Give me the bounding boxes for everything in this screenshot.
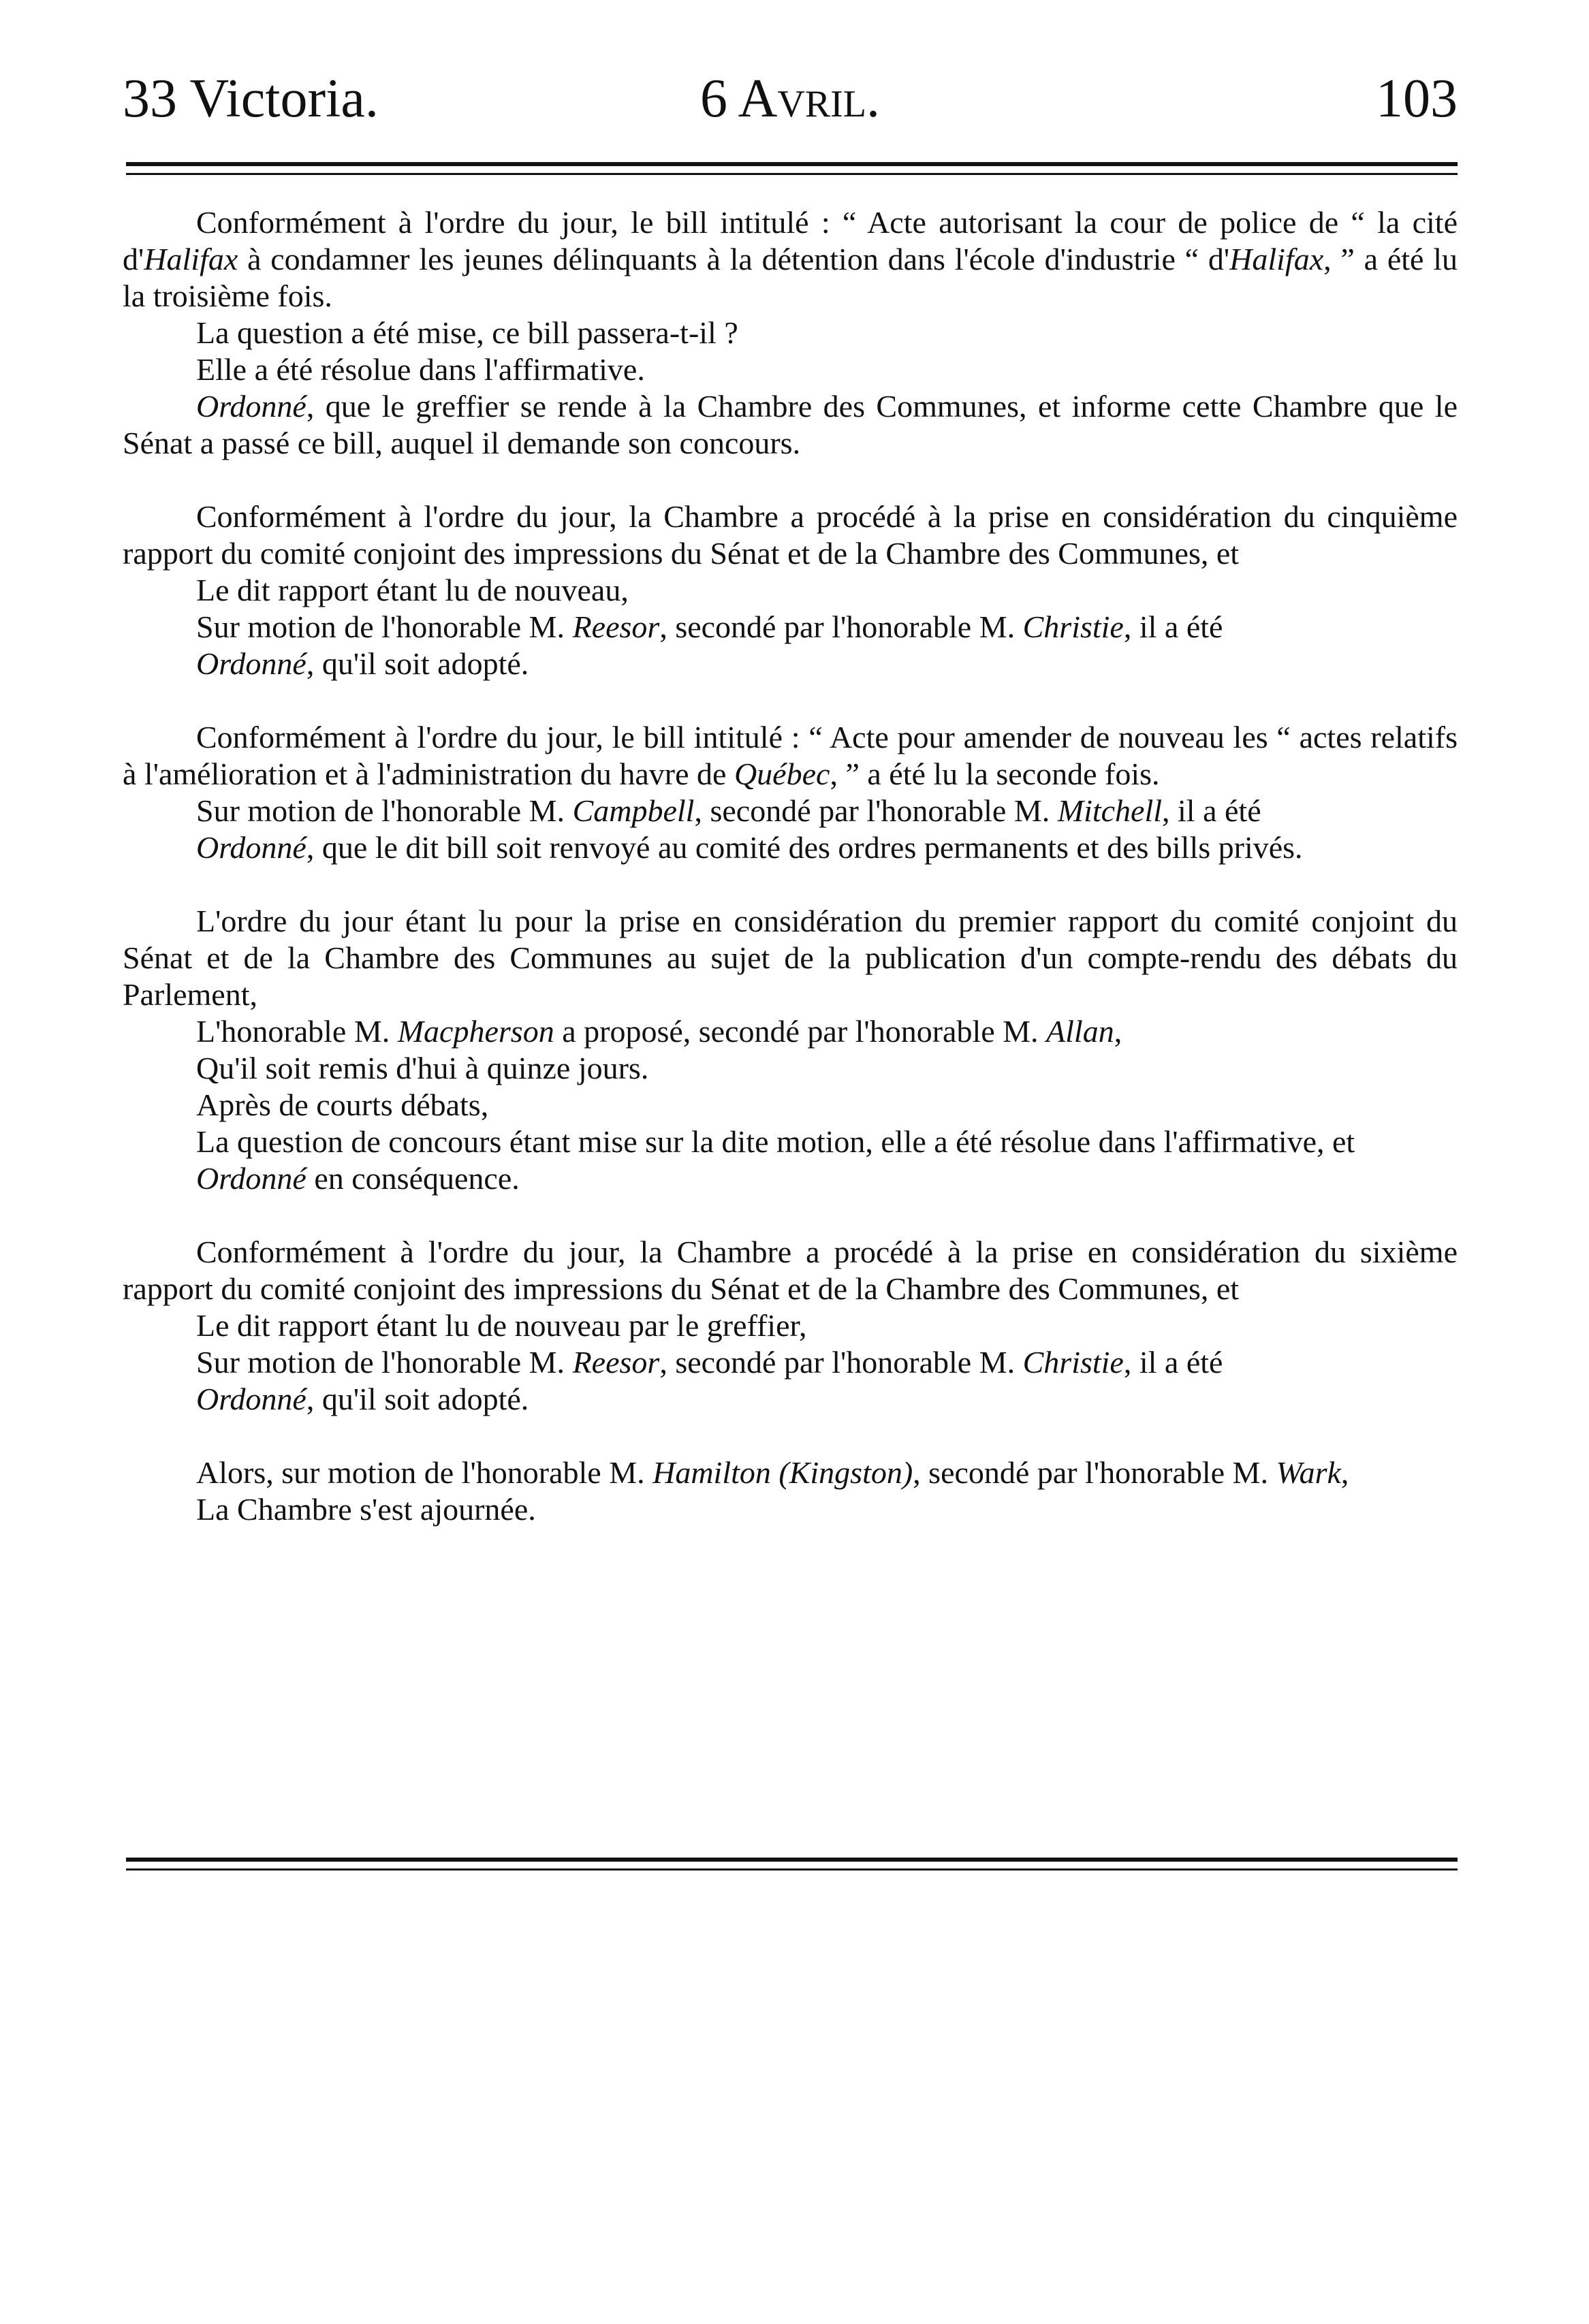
paragraph: Ordonné, que le dit bill soit renvoyé au comité des ordres permanents et des bills privés. xyxy=(196,830,1303,865)
header-rule-thin xyxy=(126,173,1458,175)
paragraph: Ordonné en conséquence. xyxy=(196,1161,520,1196)
paragraph: Conformément à l'ordre du jour, la Chambre a procédé à la prise en considération du sixième rapport du comité conjoint des impressions du Sénat et de la Chambre des Communes, et xyxy=(123,1235,1458,1306)
paragraph: L'ordre du jour étant lu pour la prise en considération du premier rapport du comité conjoint du Sénat et de la Chambre des Communes au sujet de la publication d'un compte-rendu des débats du Parlement, xyxy=(123,904,1458,1012)
paragraph: La Chambre s'est ajournée. xyxy=(196,1492,536,1527)
paragraph: Après de courts débats, xyxy=(196,1087,489,1122)
footer-rule-thick xyxy=(126,1858,1458,1862)
paragraph-gap xyxy=(123,866,1458,903)
paragraph-gap xyxy=(123,462,1458,498)
paragraph: Le dit rapport étant lu de nouveau par le greffier, xyxy=(196,1308,807,1343)
paragraph: Sur motion de l'honorable M. Reesor, secondé par l'honorable M. Christie, il a été xyxy=(196,609,1223,644)
running-header xyxy=(123,68,1458,143)
paragraph: Sur motion de l'honorable M. Reesor, secondé par l'honorable M. Christie, il a été xyxy=(196,1345,1223,1380)
paragraph: Elle a été résolue dans l'affirmative. xyxy=(196,352,645,387)
page-number: 103 xyxy=(1376,69,1458,129)
header-date: 6 Avril. xyxy=(699,69,880,129)
paragraph-gap xyxy=(123,682,1458,719)
footer-rule-thin xyxy=(126,1868,1458,1871)
paragraph: Ordonné, qu'il soit adopté. xyxy=(196,646,529,681)
header-rule-thick xyxy=(126,162,1458,166)
paragraph: Qu'il soit remis d'hui à quinze jours. xyxy=(196,1051,649,1085)
paragraph: Ordonné, qu'il soit adopté. xyxy=(196,1382,529,1416)
header-regnal-year: 33 Victoria. xyxy=(123,69,379,129)
paragraph: Sur motion de l'honorable M. Campbell, secondé par l'honorable M. Mitchell, il a été xyxy=(196,793,1261,828)
paragraph-gap xyxy=(123,1197,1458,1234)
paragraph: Conformément à l'ordre du jour, le bill intitulé : “ Acte pour amender de nouveau les “ actes relatifs à l'amélioration et à l'administration du havre de Québec, ” a été lu la seconde fois. xyxy=(123,720,1458,791)
paragraph: Le dit rapport étant lu de nouveau, xyxy=(196,573,629,607)
paragraph: Conformément à l'ordre du jour, le bill intitulé : “ Acte autorisant la cour de police de “ la cité d'Halifax à condamner les jeunes délinquants à la détention dans l'école d'industrie “ d'Halifax, ” a été lu la troisième fois. xyxy=(123,205,1458,313)
paragraph: La question de concours étant mise sur la dite motion, elle a été résolue dans l'affirmative, et xyxy=(196,1124,1355,1159)
paragraph: La question a été mise, ce bill passera-t-il ? xyxy=(196,315,738,350)
page-body xyxy=(123,204,1458,1528)
paragraph: L'honorable M. Macpherson a proposé, secondé par l'honorable M. Allan, xyxy=(196,1014,1122,1049)
paragraph-gap xyxy=(123,1418,1458,1454)
paragraph: Ordonné, que le greffier se rende à la Chambre des Communes, et informe cette Chambre que le Sénat a passé ce bill, auquel il demande son concours. xyxy=(123,389,1458,460)
paragraph: Conformément à l'ordre du jour, la Chambre a procédé à la prise en considération du cinquième rapport du comité conjoint des impressions du Sénat et de la Chambre des Communes, et xyxy=(123,499,1458,571)
paragraph: Alors, sur motion de l'honorable M. Hamilton (Kingston), secondé par l'honorable M. Wark, xyxy=(196,1455,1349,1490)
